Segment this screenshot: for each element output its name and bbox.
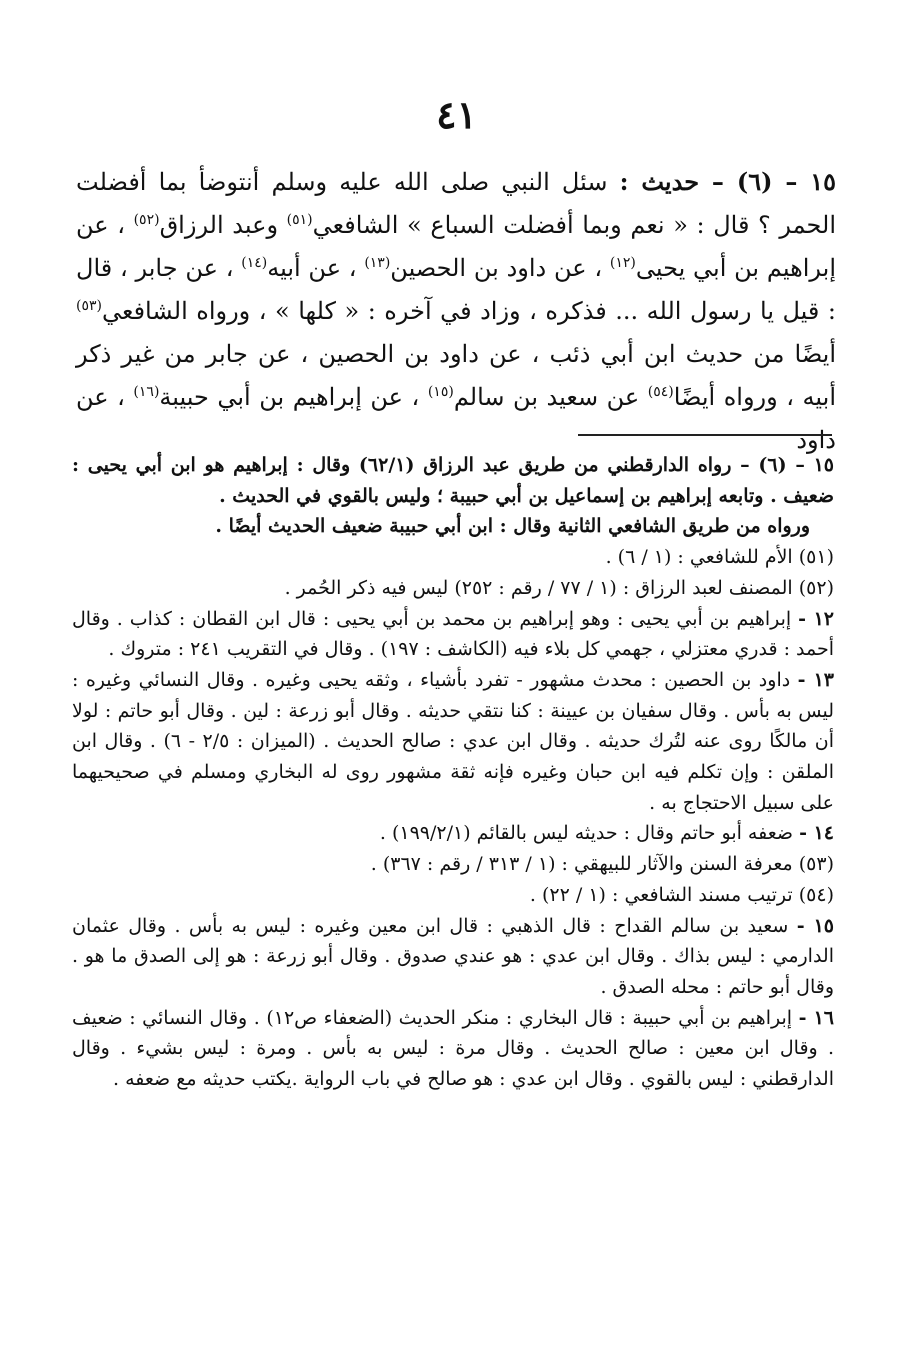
hadith-text: ، عن إبراهيم بن أبي يحيى (76, 211, 836, 282)
footnote-number: ١٢ - (798, 607, 834, 630)
ref-51: (٥١) (286, 212, 313, 228)
footnote-14 (72, 818, 834, 849)
hadith-text: ، عن إبراهيم بن أبي حبيبة (159, 383, 428, 411)
footnote-15-takhrij: ١٥ – (٦) – رواه الدارقطني من طريق عبد الرزاق (٦٢/١) وقال : إبراهيم هو ابن أبي يحيى : ضعيف . وتابعه إبراهيم بن إسماعيل بن أبي حبيبة ؛ وليس بالقوي في الحديث . (72, 454, 835, 507)
footnote-text: إبراهيم بن أبي حبيبة : قال البخاري : منكر الحديث (الضعفاء ص١٢) . وقال النسائي : ضعيف . وقال ابن معين : صالح الحديث . وقال مرة : ليس به بأس . ومرة : ليس بشيء . وقال الدارقطني : ليس بالقوي . وقال ابن عدي : هو صالح في باب الرواية .يكتب حديثه مع ضعفه . (72, 1006, 834, 1091)
ref-54: (٥٤) (647, 384, 674, 400)
footnote-12 (72, 604, 834, 665)
page-number: ٤١ (436, 92, 477, 137)
main-hadith-text (76, 160, 836, 462)
footnote-number: ١٣ - (797, 668, 834, 691)
footnote-15 (72, 911, 834, 1003)
hadith-text: ، عن أبيه (267, 254, 365, 282)
footnote-text: داود بن الحصين : محدث مشهور - تفرد بأشياء ، وثقه يحيى وغيره . وقال النسائي وغيره : ليس به بأس . وقال سفيان بن عيينة : كنا نتقي حديثه . وقال أبو زرعة : لين . وقال أبو حاتم : لولا أن مالكًا روى عنه لتُرك حديثه . وقال ابن عدي : صالح الحديث . (الميزان : ٢/٥ - ٦) . وقال ابن الملقن : وإن تكلم فيه ابن حبان وغيره فإنه ثقة مشهور روى له البخاري ومسلم في صحيحيهما على سبيل الاحتجاج به . (72, 668, 835, 814)
ref-14: (١٤) (241, 255, 268, 271)
hadith-number: ١٥ – (٦) – حديث : (619, 167, 836, 196)
footnote-number: ١٦ - (798, 1006, 834, 1029)
hadith-text: وعبد الرزاق (159, 211, 287, 239)
footnote-51: (٥١) الأم للشافعي : (١ / ٦) . (605, 546, 834, 569)
hadith-text: سئل النبي صلى الله عليه وسلم أنتوضأ بما أفضلت الحمر ؟ قال : « نعم وبما أفضلت السباع » الشافعي (76, 168, 837, 239)
hadith-text: عن سعيد بن سالم (453, 383, 648, 411)
hadith-text: ، عن جابر ، قال : قيل يا رسول الله ... فذكره ، وزاد في آخره : « كلها » ، ورواه الشافعي (76, 254, 836, 325)
hadith-text: ، عن داود بن الحصين (390, 254, 610, 282)
footnote-15-takhrij-2: ورواه من طريق الشافعي الثانية وقال : ابن أبي حبيبة ضعيف الحديث أيضًا . (215, 515, 810, 538)
hadith-paragraph (76, 160, 836, 462)
footnote-number: ١٥ - (796, 914, 834, 937)
ref-53: (٥٣) (76, 298, 102, 314)
footnote-text: ضعفه أبو حاتم وقال : حديثه ليس بالقائم (١٩٩/٢/١) . (379, 822, 800, 845)
footnote-text: سعيد بن سالم القداح : قال الذهبي : قال ابن معين وغيره : ليس به بأس . وقال عثمان الدارمي : ليس بذاك . وقال ابن عدي : هو عندي صدوق . وقال أبو زرعة : هو إلى الصدق ما هو . وقال أبو حاتم : محله الصدق . (72, 914, 834, 998)
ref-16: (١٦) (133, 384, 160, 400)
footnote-text: إبراهيم بن أبي يحيى : وهو إبراهيم بن محمد بن أبي يحيى : قال ابن القطان : كذاب . وقال أحمد : قدري معتزلي ، جهمي كل بلاء فيه (الكاشف : ١٩٧) . وقال في التقريب ٢٤١ : متروك . (72, 607, 834, 661)
footnote-54: (٥٤) ترتيب مسند الشافعي : (١ / ٢٢) . (529, 883, 834, 906)
footnote-separator (578, 434, 832, 436)
ref-12: (١٢) (609, 255, 636, 271)
footnotes (72, 450, 834, 1095)
ref-13: (١٣) (364, 255, 391, 271)
footnote-13 (72, 665, 834, 819)
footnote-16 (72, 1003, 834, 1095)
footnote-number: ١٤ - (799, 822, 834, 845)
hadith-text: أيضًا من حديث ابن أبي ذئب ، عن داود بن الحصين ، عن جابر من غير ذكر أبيه ، ورواه أيضًا (76, 340, 837, 411)
hadith-text: ، عن داود (76, 383, 836, 454)
ref-52: (٥٢) (133, 212, 160, 228)
footnote-53: (٥٣) معرفة السنن والآثار للبيهقي : (١ / ٣١٣ / رقم : ٣٦٧) . (370, 853, 834, 876)
footnote-52: (٥٢) المصنف لعبد الرزاق : (١ / ٧٧ / رقم : ٢٥٢) ليس فيه ذكر الحُمر . (284, 576, 834, 599)
ref-15: (١٥) (427, 384, 454, 400)
